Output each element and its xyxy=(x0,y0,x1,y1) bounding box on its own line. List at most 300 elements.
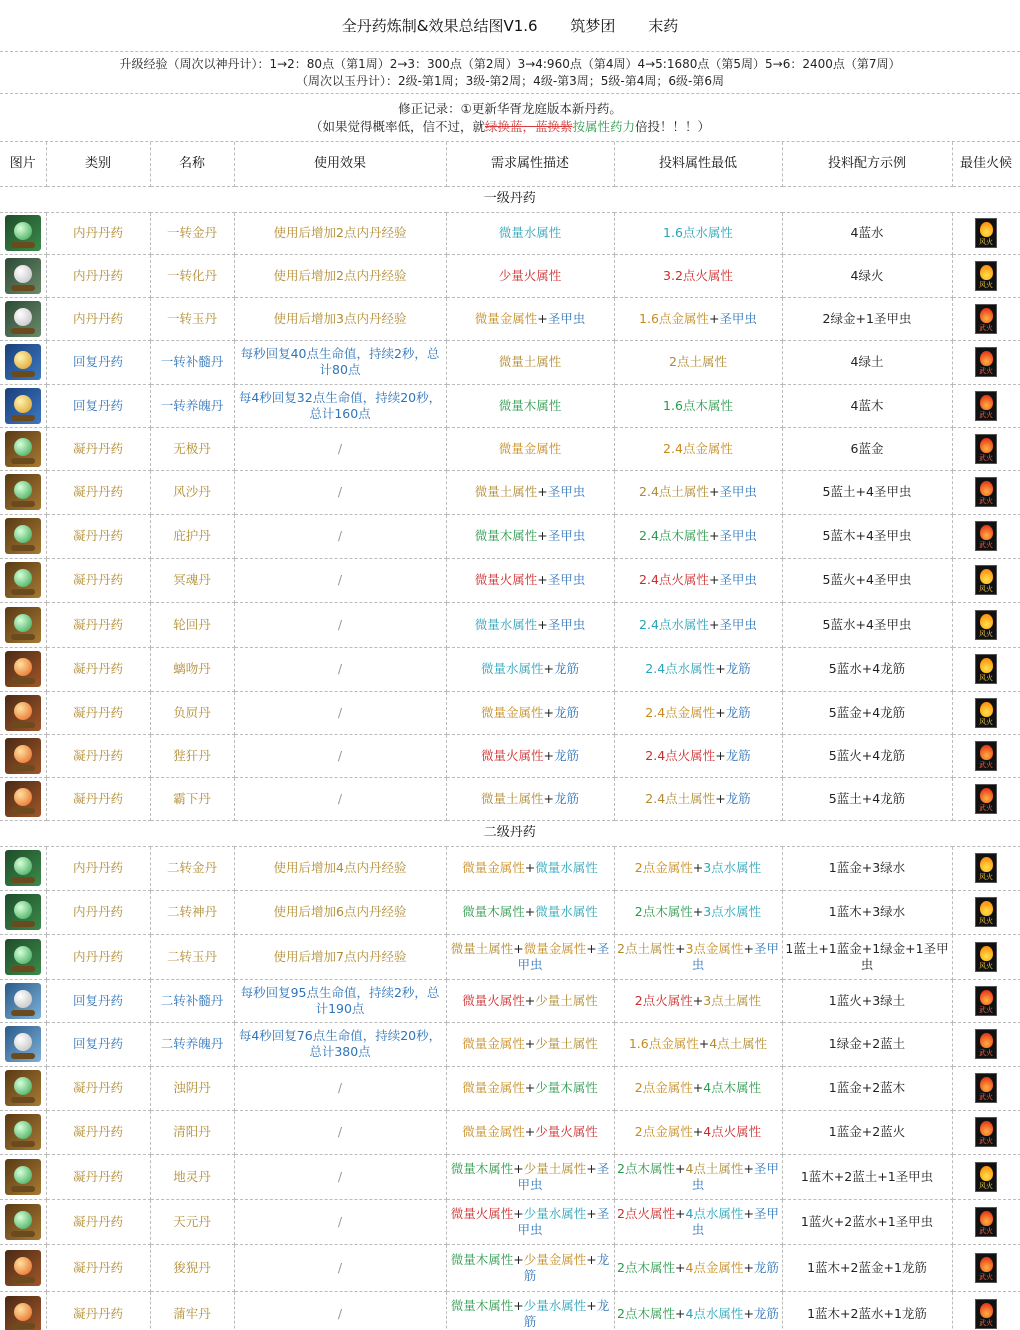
need-cell xyxy=(446,691,614,734)
effect-cell: / xyxy=(234,1154,446,1199)
min-cell xyxy=(614,777,782,820)
attribute-segment: + xyxy=(586,1298,597,1313)
attribute-segment: + xyxy=(537,572,548,587)
attribute-segment: 圣甲虫 xyxy=(547,528,586,543)
column-header: 投料属性最低 xyxy=(614,142,782,186)
attribute-segment: 2点木属性 xyxy=(617,1160,675,1176)
effect-cell: 每秒回复40点生命值，持续2秒，总计80点 xyxy=(234,340,446,384)
category-cell: 内丹丹药 xyxy=(46,846,150,890)
recipe-cell: 1蓝金+2蓝火 xyxy=(782,1110,952,1154)
fire-icon xyxy=(975,853,997,883)
fire-icon xyxy=(975,1029,997,1059)
attribute-segment: + xyxy=(513,1251,524,1267)
fire-label: 武火 xyxy=(979,541,993,549)
name-cell: 风沙丹 xyxy=(150,470,234,514)
fire-icon xyxy=(975,986,997,1016)
attribute-segment: + xyxy=(586,1160,597,1176)
fire-cell xyxy=(952,514,1020,558)
recipe-cell: 5蓝土+4圣甲虫 xyxy=(782,470,952,514)
fire-label: 风火 xyxy=(979,961,993,970)
recipe-cell: 5蓝水+4龙筋 xyxy=(782,647,952,691)
attribute-segment: 2.4点金属性 xyxy=(663,440,733,456)
need-cell xyxy=(446,1110,614,1154)
fire-label: 武火 xyxy=(979,323,993,332)
min-cell xyxy=(614,1022,782,1066)
min-cell xyxy=(614,647,782,691)
category-cell: 凝丹丹药 xyxy=(46,647,150,691)
attribute-segment: + xyxy=(675,1306,686,1321)
effect-cell: / xyxy=(234,1244,446,1291)
attribute-segment: 微量金属性 xyxy=(474,310,538,326)
fire-icon xyxy=(975,434,997,464)
table-row xyxy=(0,1154,1020,1199)
stand-icon xyxy=(5,1070,41,1106)
stand-icon xyxy=(5,1204,41,1240)
item-image-cell xyxy=(0,340,46,384)
need-cell xyxy=(446,427,614,470)
name-cell: 一转补髓丹 xyxy=(150,340,234,384)
attribute-segment: + xyxy=(543,747,554,763)
attribute-segment: 微量木属性 xyxy=(498,397,562,413)
attribute-segment: 3点金属性 xyxy=(685,940,744,956)
fire-cell xyxy=(952,558,1020,602)
attribute-segment: 圣甲虫 xyxy=(691,1205,779,1237)
fire-cell xyxy=(952,427,1020,470)
attribute-segment: 微量土属性 xyxy=(450,940,514,956)
attribute-segment: + xyxy=(715,704,726,720)
attribute-segment: 圣甲虫 xyxy=(517,940,610,972)
category-cell: 凝丹丹药 xyxy=(46,558,150,602)
attribute-segment: 2.4点水属性 xyxy=(639,616,709,632)
need-cell xyxy=(446,384,614,427)
column-header: 类别 xyxy=(46,142,150,186)
attribute-segment: 微量木属性 xyxy=(474,528,538,543)
fire-label: 风火 xyxy=(979,238,993,246)
attribute-segment: 圣甲虫 xyxy=(547,616,586,632)
fix-strike-2: 蓝换紫 xyxy=(534,118,573,134)
need-cell xyxy=(446,514,614,558)
fire-label: 武火 xyxy=(979,1226,993,1235)
attribute-segment: 微量土属性 xyxy=(498,354,562,369)
attribute-segment: 圣甲虫 xyxy=(719,528,757,543)
item-image-cell xyxy=(0,1154,46,1199)
attribute-segment: + xyxy=(524,904,536,919)
min-cell xyxy=(614,427,782,470)
fire-icon xyxy=(975,521,997,551)
need-cell xyxy=(446,340,614,384)
table-row xyxy=(0,602,1020,647)
attribute-segment: 2点火属性 xyxy=(617,1205,675,1221)
item-image-cell xyxy=(0,514,46,558)
attribute-segment: 少量土属性 xyxy=(535,992,598,1008)
item-image-cell xyxy=(0,647,46,691)
spark-icon xyxy=(5,781,41,817)
effect-cell: 使用后增加2点内丹经验 xyxy=(234,254,446,297)
attribute-segment: 圣甲虫 xyxy=(719,616,757,632)
name-cell: 无极丹 xyxy=(150,427,234,470)
column-header: 最佳火候 xyxy=(952,142,1020,186)
recipe-cell: 5蓝金+4龙筋 xyxy=(782,691,952,734)
exp-line-2: （周次以玉丹计）：2级-第1周；3级-第2周；4级-第3周；5级-第4周；6级-第6周 xyxy=(295,73,724,88)
attribute-segment: 微量水属性 xyxy=(498,225,562,240)
attribute-segment: 微量火属性 xyxy=(462,992,525,1008)
item-image-cell xyxy=(0,427,46,470)
attribute-segment: 微量水属性 xyxy=(480,661,544,676)
attribute-segment: 3点水属性 xyxy=(703,860,762,875)
recipe-cell: 4绿火 xyxy=(782,254,952,297)
attribute-segment: 2.4点木属性 xyxy=(639,528,709,543)
item-image-cell xyxy=(0,1110,46,1154)
attribute-segment: + xyxy=(543,661,554,676)
table-row xyxy=(0,254,1020,297)
exp-info xyxy=(0,52,1020,94)
attribute-segment: + xyxy=(586,1251,597,1267)
item-image-cell xyxy=(0,212,46,254)
attribute-segment: 微量水属性 xyxy=(535,904,598,919)
category-cell: 内丹丹药 xyxy=(46,212,150,254)
min-cell xyxy=(614,514,782,558)
effect-cell: / xyxy=(234,558,446,602)
name-cell: 霸下丹 xyxy=(150,777,234,820)
table-row xyxy=(0,340,1020,384)
category-cell: 凝丹丹药 xyxy=(46,777,150,820)
recipe-cell: 1蓝金+2蓝木 xyxy=(782,1066,952,1110)
spark-icon xyxy=(5,1250,41,1286)
fire-icon xyxy=(975,565,997,595)
attribute-segment: 微量火属性 xyxy=(480,747,544,763)
category-cell: 凝丹丹药 xyxy=(46,1291,150,1330)
table-row xyxy=(0,691,1020,734)
name-cell: 二转神丹 xyxy=(150,890,234,934)
name-cell: 一转化丹 xyxy=(150,254,234,297)
item-image-cell xyxy=(0,777,46,820)
category-cell: 回复丹药 xyxy=(46,340,150,384)
attribute-segment: 3.2点火属性 xyxy=(663,267,733,283)
need-cell xyxy=(446,212,614,254)
column-header: 需求属性描述 xyxy=(446,142,614,186)
recipe-cell: 4绿土 xyxy=(782,340,952,384)
recipe-cell: 5蓝火+4龙筋 xyxy=(782,734,952,777)
attribute-segment: 圣甲虫 xyxy=(547,572,586,587)
column-header: 使用效果 xyxy=(234,142,446,186)
table-row xyxy=(0,1066,1020,1110)
table-row xyxy=(0,212,1020,254)
min-cell xyxy=(614,1154,782,1199)
attribute-segment: 2点火属性 xyxy=(634,992,693,1008)
attribute-segment: 2点金属性 xyxy=(634,860,693,875)
attribute-segment: + xyxy=(708,310,720,326)
table-row xyxy=(0,647,1020,691)
fire-cell xyxy=(952,1244,1020,1291)
table-row xyxy=(0,734,1020,777)
recipe-cell: 2绿金+1圣甲虫 xyxy=(782,297,952,340)
attribute-segment: + xyxy=(692,1124,704,1139)
attribute-segment: 微量土属性 xyxy=(474,484,538,499)
item-image-cell xyxy=(0,734,46,777)
fire-icon xyxy=(975,1073,997,1103)
table-row xyxy=(0,514,1020,558)
attribute-segment: + xyxy=(675,940,686,956)
attribute-segment: + xyxy=(708,484,720,499)
attribute-segment: 3点水属性 xyxy=(703,904,762,919)
vial-icon xyxy=(5,344,41,380)
name-cell: 轮回丹 xyxy=(150,602,234,647)
fire-icon xyxy=(975,1207,997,1237)
attribute-segment: 微量金属性 xyxy=(498,440,562,456)
min-cell xyxy=(614,254,782,297)
fix-line-1: 修正记录：①更新华胥龙庭版本新丹药。 xyxy=(398,100,622,116)
min-cell xyxy=(614,1291,782,1330)
category-cell: 内丹丹药 xyxy=(46,254,150,297)
name-cell: 一转金丹 xyxy=(150,212,234,254)
stand-icon xyxy=(5,431,41,467)
fire-label: 武火 xyxy=(979,1137,993,1145)
fire-label: 风火 xyxy=(979,1181,993,1190)
attribute-segment: 2点金属性 xyxy=(634,1080,693,1095)
attribute-segment: 少量木属性 xyxy=(535,1080,598,1095)
attribute-segment: + xyxy=(524,1080,536,1095)
name-cell: 负屃丹 xyxy=(150,691,234,734)
attribute-segment: 微量金属性 xyxy=(462,1036,525,1051)
stand-icon xyxy=(5,1114,41,1150)
effect-cell: / xyxy=(234,1110,446,1154)
need-cell xyxy=(446,254,614,297)
min-cell xyxy=(614,890,782,934)
stand-icon xyxy=(5,474,41,510)
attribute-segment: 2点木属性 xyxy=(634,904,693,919)
fix-pre: （如果觉得概率低，信不过，就 xyxy=(309,118,485,134)
fire-icon xyxy=(975,897,997,927)
attribute-segment: 1.6点木属性 xyxy=(663,397,733,413)
min-cell xyxy=(614,734,782,777)
fire-icon xyxy=(975,942,997,972)
min-cell xyxy=(614,691,782,734)
attribute-segment: 龙筋 xyxy=(753,1306,779,1321)
attribute-segment: 4点金属性 xyxy=(685,1259,744,1275)
attribute-segment: 微量金属性 xyxy=(462,1080,525,1095)
need-cell xyxy=(446,1066,614,1110)
attribute-segment: 微量金属性 xyxy=(480,704,544,720)
fire-cell xyxy=(952,340,1020,384)
effect-cell: / xyxy=(234,777,446,820)
category-cell: 内丹丹药 xyxy=(46,890,150,934)
name-cell: 庇护丹 xyxy=(150,514,234,558)
attribute-segment: 龙筋 xyxy=(553,661,579,676)
name-cell: 浊阴丹 xyxy=(150,1066,234,1110)
effect-cell: 使用后增加6点内丹经验 xyxy=(234,890,446,934)
effect-cell: 使用后增加2点内丹经验 xyxy=(234,212,446,254)
pearl-icon xyxy=(5,258,41,294)
min-cell xyxy=(614,1244,782,1291)
table-row xyxy=(0,846,1020,890)
fire-label: 武火 xyxy=(979,803,993,812)
name-cell: 冥魂丹 xyxy=(150,558,234,602)
category-cell: 内丹丹药 xyxy=(46,297,150,340)
attribute-segment: 1.6点金属性 xyxy=(628,1036,699,1051)
attribute-segment: 少量土属性 xyxy=(523,1160,587,1176)
table-row xyxy=(0,777,1020,820)
spark-icon xyxy=(5,738,41,774)
fire-label: 风火 xyxy=(979,629,993,638)
fire-label: 武火 xyxy=(979,497,993,505)
attribute-segment: 2.4点土属性 xyxy=(639,484,709,499)
team-name: 筑梦团 xyxy=(570,17,616,35)
attribute-segment: 龙筋 xyxy=(725,790,751,806)
attribute-segment: + xyxy=(586,940,597,956)
fire-icon xyxy=(975,698,997,728)
effect-cell: / xyxy=(234,691,446,734)
attribute-segment: 2点土属性 xyxy=(617,940,675,956)
item-image-cell xyxy=(0,602,46,647)
fire-icon xyxy=(975,1253,997,1283)
fire-cell xyxy=(952,1110,1020,1154)
table-row xyxy=(0,384,1020,427)
attribute-segment: 4点土属性 xyxy=(709,1036,768,1051)
attribute-segment: 微量火属性 xyxy=(474,572,538,587)
fire-icon xyxy=(975,1162,997,1192)
need-cell xyxy=(446,846,614,890)
attribute-segment: 龙筋 xyxy=(553,704,579,720)
recipe-cell: 6蓝金 xyxy=(782,427,952,470)
recipe-cell: 1蓝火+3绿土 xyxy=(782,979,952,1022)
attribute-segment: 4点水属性 xyxy=(685,1306,744,1321)
attribute-segment: + xyxy=(675,1160,686,1176)
recipe-cell: 5蓝火+4圣甲虫 xyxy=(782,558,952,602)
fire-icon xyxy=(975,261,997,291)
attribute-segment: + xyxy=(537,528,548,543)
leaf-icon xyxy=(5,850,41,886)
attribute-segment: 龙筋 xyxy=(553,747,579,763)
section-row xyxy=(0,820,1020,846)
item-image-cell xyxy=(0,979,46,1022)
effect-cell: 使用后增加7点内丹经验 xyxy=(234,934,446,979)
recipe-cell: 1蓝火+2蓝水+1圣甲虫 xyxy=(782,1199,952,1244)
recipe-cell: 1蓝金+3绿水 xyxy=(782,846,952,890)
attribute-segment: 圣甲虫 xyxy=(691,940,779,972)
name-cell: 一转养魄丹 xyxy=(150,384,234,427)
attribute-segment: + xyxy=(715,661,726,676)
category-cell: 凝丹丹药 xyxy=(46,1244,150,1291)
attribute-segment: + xyxy=(715,790,726,806)
name-cell: 二转玉丹 xyxy=(150,934,234,979)
attribute-segment: + xyxy=(743,1160,754,1176)
category-cell: 凝丹丹药 xyxy=(46,1066,150,1110)
spark-icon xyxy=(5,1296,41,1330)
vial-icon xyxy=(5,388,41,424)
attribute-segment: + xyxy=(692,904,704,919)
attribute-segment: 龙筋 xyxy=(725,661,751,676)
attribute-segment: + xyxy=(715,747,726,763)
exp-line-1: 升级经验（周次以神丹计）：1→2：80点（第1周）2→3：300点（第2周）3→4:960点（第4周）4→5:1680点（第5周）5→6：2400点（第7周） xyxy=(119,56,901,71)
name-cell: 狴犴丹 xyxy=(150,734,234,777)
fire-icon xyxy=(975,477,997,507)
effect-cell: / xyxy=(234,1291,446,1330)
table-row xyxy=(0,979,1020,1022)
name-cell: 一转玉丹 xyxy=(150,297,234,340)
fire-cell xyxy=(952,602,1020,647)
attribute-segment: 2点木属性 xyxy=(617,1306,675,1321)
column-header: 图片 xyxy=(0,142,46,186)
attribute-segment: 微量土属性 xyxy=(480,790,544,806)
need-cell xyxy=(446,1022,614,1066)
need-cell xyxy=(446,1154,614,1199)
attribute-segment: + xyxy=(743,940,754,956)
fire-label: 武火 xyxy=(979,453,993,462)
item-image-cell xyxy=(0,934,46,979)
fire-label: 武火 xyxy=(979,1093,993,1101)
recipe-cell: 4蓝水 xyxy=(782,212,952,254)
fire-cell xyxy=(952,647,1020,691)
effect-cell: / xyxy=(234,1066,446,1110)
item-image-cell xyxy=(0,1291,46,1330)
attribute-segment: 少量水属性 xyxy=(523,1298,587,1313)
attribute-segment: + xyxy=(708,528,720,543)
item-image-cell xyxy=(0,384,46,427)
attribute-segment: 2.4点火属性 xyxy=(645,747,716,763)
attribute-segment: 4点木属性 xyxy=(703,1080,762,1095)
category-cell: 回复丹药 xyxy=(46,384,150,427)
attribute-segment: 龙筋 xyxy=(523,1298,610,1329)
category-cell: 凝丹丹药 xyxy=(46,691,150,734)
min-cell xyxy=(614,340,782,384)
fire-cell xyxy=(952,470,1020,514)
attribute-segment: 2点金属性 xyxy=(634,1124,693,1139)
fire-icon xyxy=(975,610,997,640)
section-row xyxy=(0,186,1020,212)
effect-cell: / xyxy=(234,470,446,514)
fire-label: 武火 xyxy=(979,1319,993,1327)
attribute-segment: 1.6点金属性 xyxy=(639,310,709,326)
attribute-segment: 4点火属性 xyxy=(703,1124,762,1139)
fire-cell xyxy=(952,846,1020,890)
fire-cell xyxy=(952,934,1020,979)
effect-cell: / xyxy=(234,1199,446,1244)
fire-label: 武火 xyxy=(979,1049,993,1057)
item-image-cell xyxy=(0,890,46,934)
fire-label: 武火 xyxy=(979,1005,993,1014)
table-row xyxy=(0,1110,1020,1154)
attribute-segment: 少量火属性 xyxy=(498,267,562,283)
attribute-segment: 圣甲虫 xyxy=(547,310,586,326)
fire-icon xyxy=(975,784,997,814)
name-cell: 天元丹 xyxy=(150,1199,234,1244)
table-row xyxy=(0,890,1020,934)
item-image-cell xyxy=(0,1244,46,1291)
need-cell xyxy=(446,777,614,820)
pearl-icon xyxy=(5,301,41,337)
stand-icon xyxy=(5,562,41,598)
name-cell: 螭吻丹 xyxy=(150,647,234,691)
need-cell xyxy=(446,934,614,979)
attribute-segment: 圣甲虫 xyxy=(719,310,757,326)
attribute-segment: + xyxy=(513,1298,524,1313)
attribute-segment: + xyxy=(692,860,704,875)
fire-cell xyxy=(952,1199,1020,1244)
effect-cell: / xyxy=(234,647,446,691)
item-image-cell xyxy=(0,297,46,340)
attribute-segment: + xyxy=(524,992,536,1008)
spark-icon xyxy=(5,695,41,731)
fire-cell xyxy=(952,777,1020,820)
table-row xyxy=(0,470,1020,514)
min-cell xyxy=(614,212,782,254)
table-row xyxy=(0,558,1020,602)
name-cell: 狻猊丹 xyxy=(150,1244,234,1291)
item-image-cell xyxy=(0,1022,46,1066)
stand-icon xyxy=(5,518,41,554)
recipe-cell: 1蓝木+2蓝水+1龙筋 xyxy=(782,1291,952,1330)
page-title: 全丹药炼制&效果总结图V1.6 xyxy=(341,17,538,35)
